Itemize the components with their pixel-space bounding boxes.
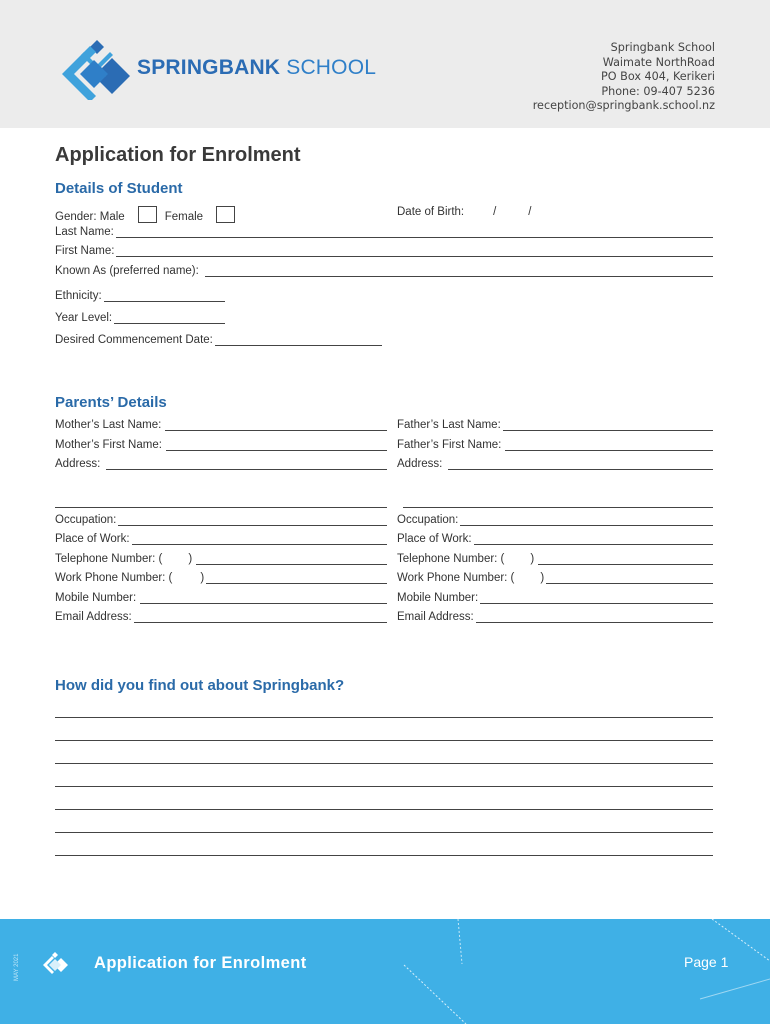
survey-answer-line[interactable] xyxy=(55,740,713,741)
mother-telephone-field[interactable] xyxy=(196,553,387,565)
school-address xyxy=(533,41,715,114)
survey-answer-line[interactable] xyxy=(55,763,713,764)
mother-address-label: Address: xyxy=(55,458,101,470)
close-paren: ) xyxy=(200,572,205,584)
letterhead xyxy=(0,0,770,128)
last-name-field[interactable] xyxy=(116,226,713,238)
page-title: Application for Enrolment xyxy=(55,144,301,166)
mother-occupation-row xyxy=(55,514,387,526)
section-heading-survey: How did you find out about Springbank? xyxy=(55,677,345,694)
mother-telephone-label: Telephone Number: ( xyxy=(55,553,163,565)
mother-mobile-label: Mobile Number: xyxy=(55,592,137,604)
mother-place-of-work-field[interactable] xyxy=(132,533,387,545)
father-email-label: Email Address: xyxy=(397,611,474,623)
father-occupation-row xyxy=(397,514,713,526)
survey-answer-line[interactable] xyxy=(55,832,713,833)
father-mobile-row xyxy=(397,592,713,604)
close-paren: ) xyxy=(188,553,193,565)
mother-email-label: Email Address: xyxy=(55,611,132,623)
address-line: Springbank School xyxy=(610,41,715,54)
survey-answer-line[interactable] xyxy=(55,809,713,810)
father-last-name-field[interactable] xyxy=(503,419,713,431)
father-mobile-label: Mobile Number: xyxy=(397,592,479,604)
female-checkbox[interactable] xyxy=(216,206,235,223)
father-address-field[interactable] xyxy=(448,458,713,470)
mother-work-phone-row xyxy=(55,572,387,584)
gender-row xyxy=(55,206,235,223)
survey-answer-line[interactable] xyxy=(55,717,713,718)
school-name-logo: SPRINGBANK SCHOOL xyxy=(137,56,377,79)
commencement-label: Desired Commencement Date: xyxy=(55,334,213,346)
mother-email-field[interactable] xyxy=(134,611,387,623)
mother-work-phone-label: Work Phone Number: ( xyxy=(55,572,173,584)
mother-occupation-label: Occupation: xyxy=(55,514,117,526)
commencement-field[interactable] xyxy=(215,334,382,346)
father-telephone-row xyxy=(397,553,713,565)
springbank-logo-icon xyxy=(60,40,135,100)
father-place-of-work-label: Place of Work: xyxy=(397,533,472,545)
year-level-label: Year Level: xyxy=(55,312,113,324)
father-mobile-field[interactable] xyxy=(480,592,713,604)
ethnicity-field[interactable] xyxy=(104,290,225,302)
male-checkbox[interactable] xyxy=(138,206,157,223)
father-address-line-2[interactable] xyxy=(403,507,713,508)
address-line: PO Box 404, Kerikeri xyxy=(601,70,715,83)
ethnicity-row xyxy=(55,290,225,302)
address-line: Waimate NorthRoad xyxy=(602,55,715,69)
year-level-row xyxy=(55,312,225,324)
father-address-label: Address: xyxy=(397,458,443,470)
father-occupation-field[interactable] xyxy=(460,514,713,526)
footer-title: Application for Enrolment xyxy=(94,954,307,972)
mother-address-row xyxy=(55,458,387,470)
father-first-name-label: Father’s First Name: xyxy=(397,439,502,451)
father-last-name-row xyxy=(397,419,713,431)
year-level-field[interactable] xyxy=(114,312,225,324)
father-place-of-work-row xyxy=(397,533,713,545)
close-paren: ) xyxy=(540,572,545,584)
father-first-name-row xyxy=(397,439,713,451)
father-work-phone-row xyxy=(397,572,713,584)
mother-first-name-row xyxy=(55,439,387,451)
address-line: reception@springbank.school.nz xyxy=(532,99,715,112)
father-place-of-work-field[interactable] xyxy=(474,533,713,545)
mother-email-row xyxy=(55,611,387,623)
father-email-field[interactable] xyxy=(476,611,713,623)
known-as-field[interactable] xyxy=(205,265,713,277)
mother-place-of-work-row xyxy=(55,533,387,545)
father-telephone-label: Telephone Number: ( xyxy=(397,553,505,565)
dob-label: Date of Birth: xyxy=(397,206,465,218)
mother-telephone-row xyxy=(55,553,387,565)
mother-last-name-label: Mother’s Last Name: xyxy=(55,419,162,431)
mother-first-name-field[interactable] xyxy=(166,439,387,451)
address-line: Phone: 09-407 5236 xyxy=(601,84,715,98)
father-work-phone-field[interactable] xyxy=(546,572,713,584)
last-name-label: Last Name: xyxy=(55,226,114,238)
dob-row xyxy=(397,206,531,218)
mother-occupation-field[interactable] xyxy=(118,514,387,526)
survey-answer-line[interactable] xyxy=(55,855,713,856)
father-telephone-field[interactable] xyxy=(538,553,713,565)
first-name-label: First Name: xyxy=(55,245,115,257)
father-address-row xyxy=(397,458,713,470)
springbank-logo-icon xyxy=(41,950,69,978)
footer-date-code: MAY 2021 xyxy=(14,953,20,981)
section-heading-student: Details of Student xyxy=(55,180,183,197)
mother-last-name-row xyxy=(55,419,387,431)
father-last-name-label: Father’s Last Name: xyxy=(397,419,501,431)
father-work-phone-label: Work Phone Number: ( xyxy=(397,572,515,584)
close-paren: ) xyxy=(530,553,535,565)
father-first-name-field[interactable] xyxy=(505,439,713,451)
mother-address-line-2[interactable] xyxy=(55,507,387,508)
known-as-label: Known As (preferred name): xyxy=(55,265,199,277)
page-footer xyxy=(0,919,770,1024)
father-email-row xyxy=(397,611,713,623)
mother-last-name-field[interactable] xyxy=(165,419,387,431)
ethnicity-label: Ethnicity: xyxy=(55,290,102,302)
first-name-field[interactable] xyxy=(116,245,713,257)
page-number: Page 1 xyxy=(684,954,729,970)
first-name-row xyxy=(55,245,713,257)
gender-label: Gender: Male xyxy=(55,211,125,223)
mother-place-of-work-label: Place of Work: xyxy=(55,533,130,545)
female-label: Female xyxy=(164,211,204,223)
known-as-row xyxy=(55,265,713,277)
mother-mobile-field[interactable] xyxy=(140,592,387,604)
mother-address-field[interactable] xyxy=(106,458,387,470)
section-heading-parents: Parents’ Details xyxy=(55,394,167,411)
mother-work-phone-field[interactable] xyxy=(206,572,387,584)
survey-answer-line[interactable] xyxy=(55,786,713,787)
mother-first-name-label: Mother’s First Name: xyxy=(55,439,162,451)
commencement-row xyxy=(55,334,382,346)
dob-field[interactable]: / / xyxy=(493,206,532,218)
mother-mobile-row xyxy=(55,592,387,604)
last-name-row xyxy=(55,226,713,238)
father-occupation-label: Occupation: xyxy=(397,514,459,526)
